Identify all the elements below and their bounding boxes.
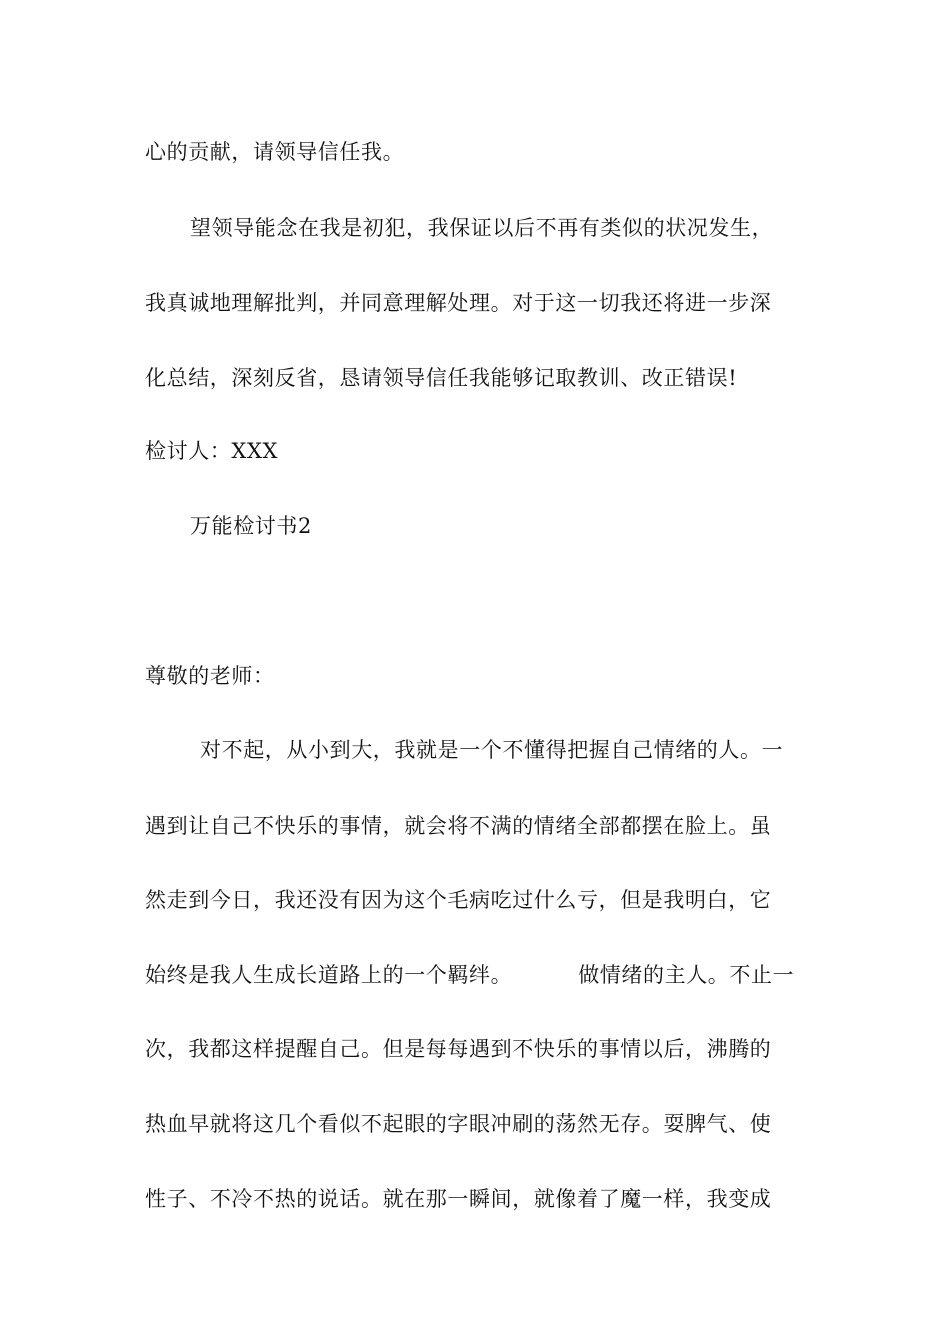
paragraph-line: 遇到让自己不快乐的事情，就会将不满的情绪全部都摆在脸上。虽 [145,814,772,838]
paragraph-line: 望领导能念在我是初犯，我保证以后不再有类似的状况发生， [190,216,774,240]
paragraph-line: 心的贡献，请领导信任我。 [145,140,405,164]
paragraph-segment: 始终是我人生成长道路上的一个羁绊。 [145,963,513,987]
paragraph-line: 性子、不冷不热的说话。就在那一瞬间，就像着了魔一样，我变成 [145,1187,772,1211]
paragraph-line: 化总结，深刻反省，恳请领导信任我能够记取教训、改正错误! [145,366,738,390]
paragraph-segment: 做情绪的主人。不止一 [578,963,795,987]
paragraph-line-split [145,960,794,990]
salutation: 尊敬的老师： [145,664,275,688]
paragraph-line: 我真诚地理解批判，并同意理解处理。对于这一切我还将进一步深 [145,291,772,315]
signature-line: 检讨人：XXX [145,439,279,463]
paragraph-line: 对不起，从小到大，我就是一个不懂得把握自己情绪的人。一 [200,738,784,762]
section-title: 万能检讨书2 [190,514,312,538]
paragraph-line: 热血早就将这几个看似不起眼的字眼冲刷的荡然无存。耍脾气、使 [145,1112,772,1136]
paragraph-line: 次，我都这样提醒自己。但是每每遇到不快乐的事情以后，沸腾的 [145,1037,772,1061]
paragraph-line: 然走到今日，我还没有因为这个毛病吃过什么亏，但是我明白，它 [145,888,772,912]
